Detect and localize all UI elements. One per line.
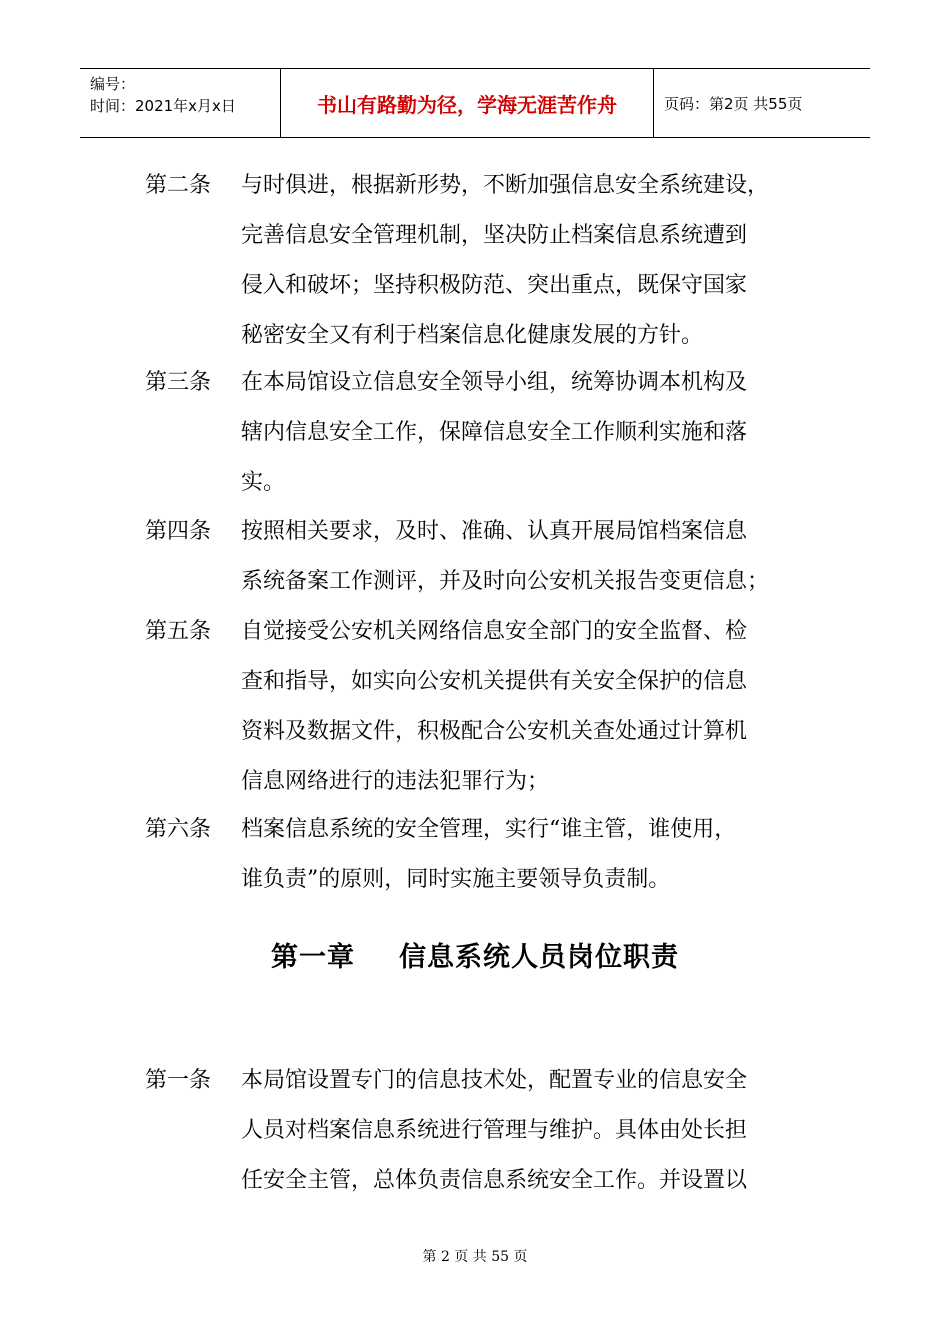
article-label: 第五条 (145, 619, 212, 644)
article-label: 第一条 (145, 1068, 212, 1093)
text-line: 完善信息安全管理机制，坚决防止档案信息系统遭到 (241, 223, 748, 248)
article-label: 第四条 (145, 519, 212, 544)
header-meta (80, 69, 280, 137)
article-label: 第三条 (145, 370, 212, 395)
text-line: 谁负责”的原则，同时实施主要领导负责制。 (241, 867, 671, 892)
article-text (241, 358, 825, 508)
article-6 (145, 805, 825, 905)
page-footer: 第 2 页 共 55 页 (422, 1249, 528, 1265)
text-line: 侵入和破坏；坚持积极防范、突出重点，既保守国家 (241, 273, 748, 298)
chapter-article-1 (145, 1056, 825, 1206)
chapter-title: 信息系统人员岗位职责 (399, 942, 679, 973)
text-line: 系统备案工作测评，并及时向公安机关报告变更信息； (241, 569, 770, 594)
article-4 (145, 507, 825, 607)
article-text (241, 507, 825, 607)
header-page-info: 页码：第2页 共55页 (664, 94, 803, 113)
text-line: 任安全主管，总体负责信息系统安全工作。并设置以 (241, 1168, 748, 1193)
header-motto: 书山有路勤为径，学海无涯苦作舟 (280, 69, 654, 137)
text-line: 与时俱进，根据新形势，不断加强信息安全系统建设， (241, 173, 770, 198)
text-line: 在本局馆设立信息安全领导小组，统筹协调本机构及 (241, 370, 748, 395)
article-text (241, 161, 825, 361)
article-text (241, 805, 825, 905)
text-line: 资料及数据文件，积极配合公安机关查处通过计算机 (241, 719, 748, 744)
article-5 (145, 607, 825, 807)
text-line: 查和指导，如实向公安机关提供有关安全保护的信息 (241, 669, 748, 694)
text-line: 辖内信息安全工作，保障信息安全工作顺利实施和落 (241, 420, 748, 445)
article-label: 第六条 (145, 817, 212, 842)
document-header (80, 68, 870, 138)
article-2 (145, 161, 825, 361)
text-line: 秘密安全又有利于档案信息化健康发展的方针。 (241, 323, 704, 348)
document-time-label: 时间：2021年x月x日 (90, 97, 236, 115)
text-line: 人员对档案信息系统进行管理与维护。具体由处长担 (241, 1118, 748, 1143)
text-line: 按照相关要求，及时、准确、认真开展局馆档案信息 (241, 519, 748, 544)
text-line: 自觉接受公安机关网络信息安全部门的安全监督、检 (241, 619, 748, 644)
chapter-number: 第一章 (271, 942, 355, 973)
chapter-heading (0, 935, 950, 974)
document-number-label: 编号： (90, 75, 136, 93)
text-line: 档案信息系统的安全管理，实行“谁主管，谁使用， (241, 817, 737, 842)
article-label: 第二条 (145, 173, 212, 198)
text-line: 信息网络进行的违法犯罪行为； (241, 769, 550, 794)
article-text (241, 1056, 825, 1206)
text-line: 实。 (241, 470, 286, 495)
article-3 (145, 358, 825, 508)
text-line: 本局馆设置专门的信息技术处，配置专业的信息安全 (241, 1068, 748, 1093)
article-text (241, 607, 825, 807)
